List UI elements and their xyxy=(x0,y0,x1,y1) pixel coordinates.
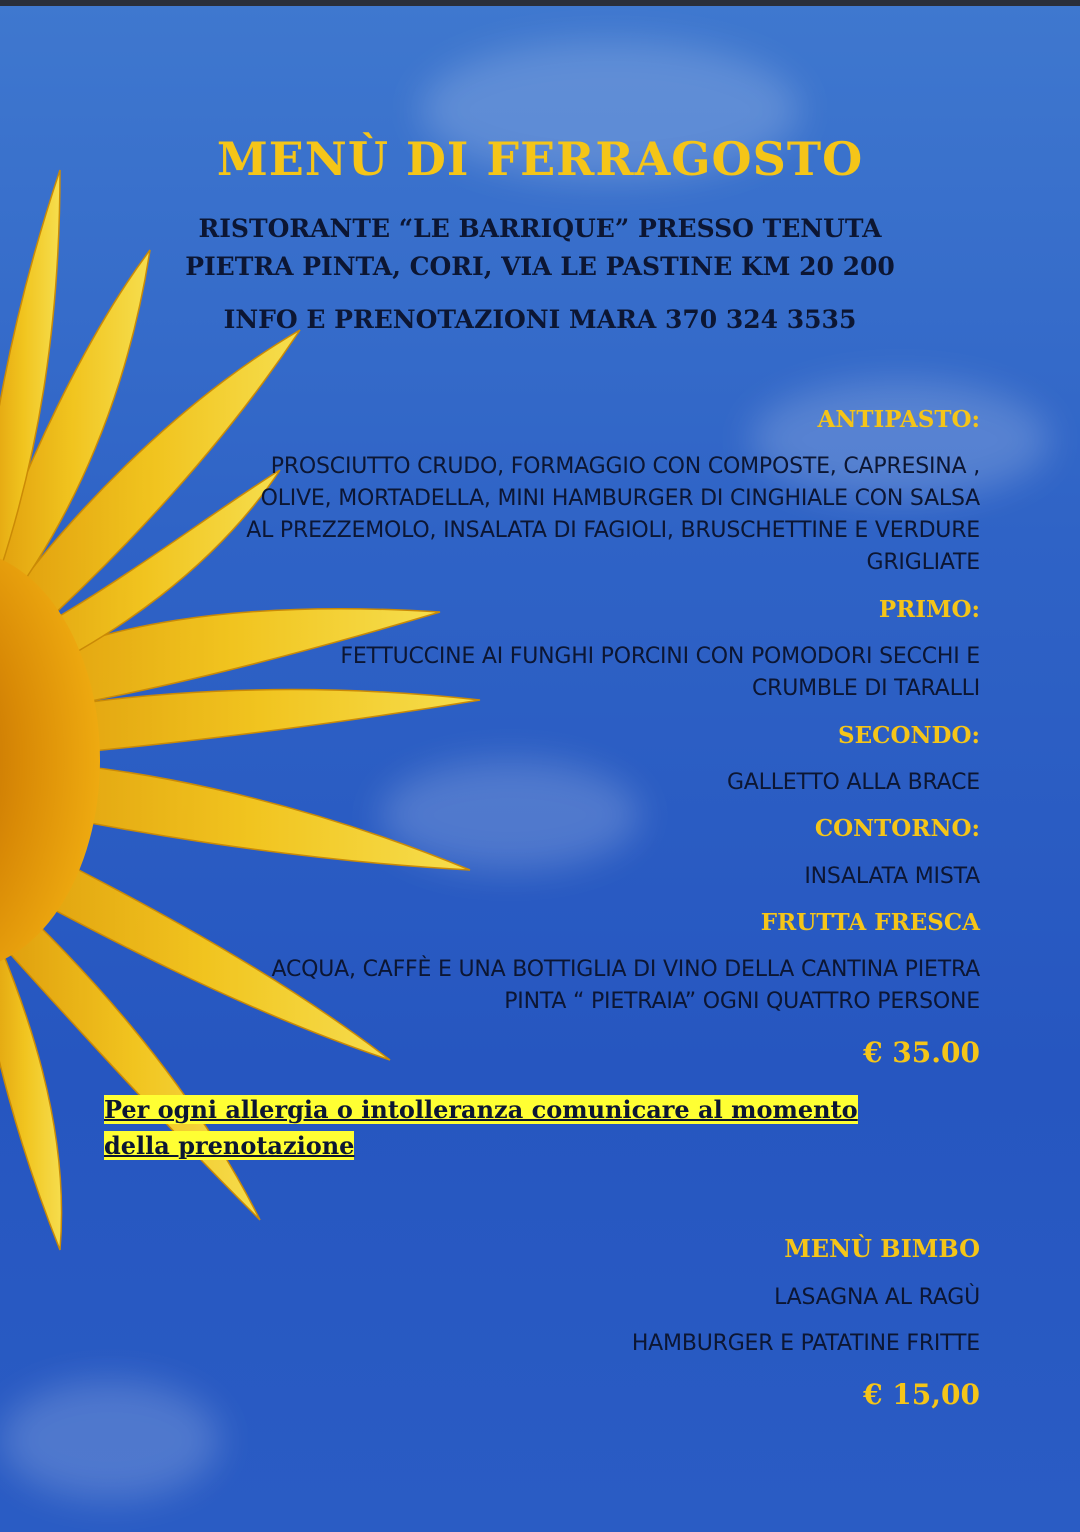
venue-address xyxy=(0,210,1080,286)
bimbo-item-hamburger: HAMBURGER E PATATINE FRITTE xyxy=(631,1331,980,1356)
heading-primo: PRIMO: xyxy=(878,596,980,623)
allergy-line-1: Per ogni allergia o intolleranza comunicare al momento xyxy=(104,1095,858,1124)
heading-frutta: FRUTTA FRESCA xyxy=(760,909,980,936)
dish-line: PINTA “ PIETRAIA” OGNI QUATTRO PERSONE xyxy=(504,989,980,1014)
allergy-line-2: della prenotazione xyxy=(104,1131,355,1160)
secondo-items xyxy=(727,767,980,799)
contorno-items xyxy=(804,861,980,893)
dish-line: GRIGLIATE xyxy=(866,550,980,575)
dish-line: ACQUA, CAFFÈ E UNA BOTTIGLIA DI VINO DELLA CANTINA PIETRA xyxy=(271,957,980,982)
frutta-items xyxy=(272,954,981,1018)
dish-line: CRUMBLE DI TARALLI xyxy=(751,676,980,701)
antipasto-items xyxy=(246,451,980,579)
dish-line: FETTUCCINE AI FUNGHI PORCINI CON POMODORI SECCHI E xyxy=(340,644,980,669)
venue-line-1: RISTORANTE “LE BARRIQUE” PRESSO TENUTA xyxy=(198,214,882,243)
dish-line: INSALATA MISTA xyxy=(804,864,980,889)
dish-line: GALLETTO ALLA BRACE xyxy=(726,770,980,795)
heading-secondo: SECONDO: xyxy=(838,722,980,749)
booking-info: INFO E PRENOTAZIONI MARA 370 324 3535 xyxy=(223,305,857,334)
heading-antipasto: ANTIPASTO: xyxy=(817,406,980,433)
dish-line: AL PREZZEMOLO, INSALATA DI FAGIOLI, BRUSCHETTINE E VERDURE xyxy=(246,518,980,543)
heading-contorno: CONTORNO: xyxy=(814,815,980,842)
page-title: MENÙ DI FERRAGOSTO xyxy=(216,132,864,186)
primo-items xyxy=(340,641,980,705)
heading-menu-bimbo: MENÙ BIMBO xyxy=(784,1234,980,1263)
dish-line: PROSCIUTTO CRUDO, FORMAGGIO CON COMPOSTE, CAPRESINA , xyxy=(270,454,980,479)
allergy-notice xyxy=(104,1092,964,1164)
venue-line-2: PIETRA PINTA, CORI, VIA LE PASTINE KM 20 200 xyxy=(185,252,895,281)
dish-line: OLIVE, MORTADELLA, MINI HAMBURGER DI CINGHIALE CON SALSA xyxy=(260,486,980,511)
menu-price: € 35.00 xyxy=(863,1036,980,1069)
bimbo-item-lasagna: LASAGNA AL RAGÙ xyxy=(774,1285,980,1310)
bimbo-price: € 15,00 xyxy=(863,1378,980,1411)
